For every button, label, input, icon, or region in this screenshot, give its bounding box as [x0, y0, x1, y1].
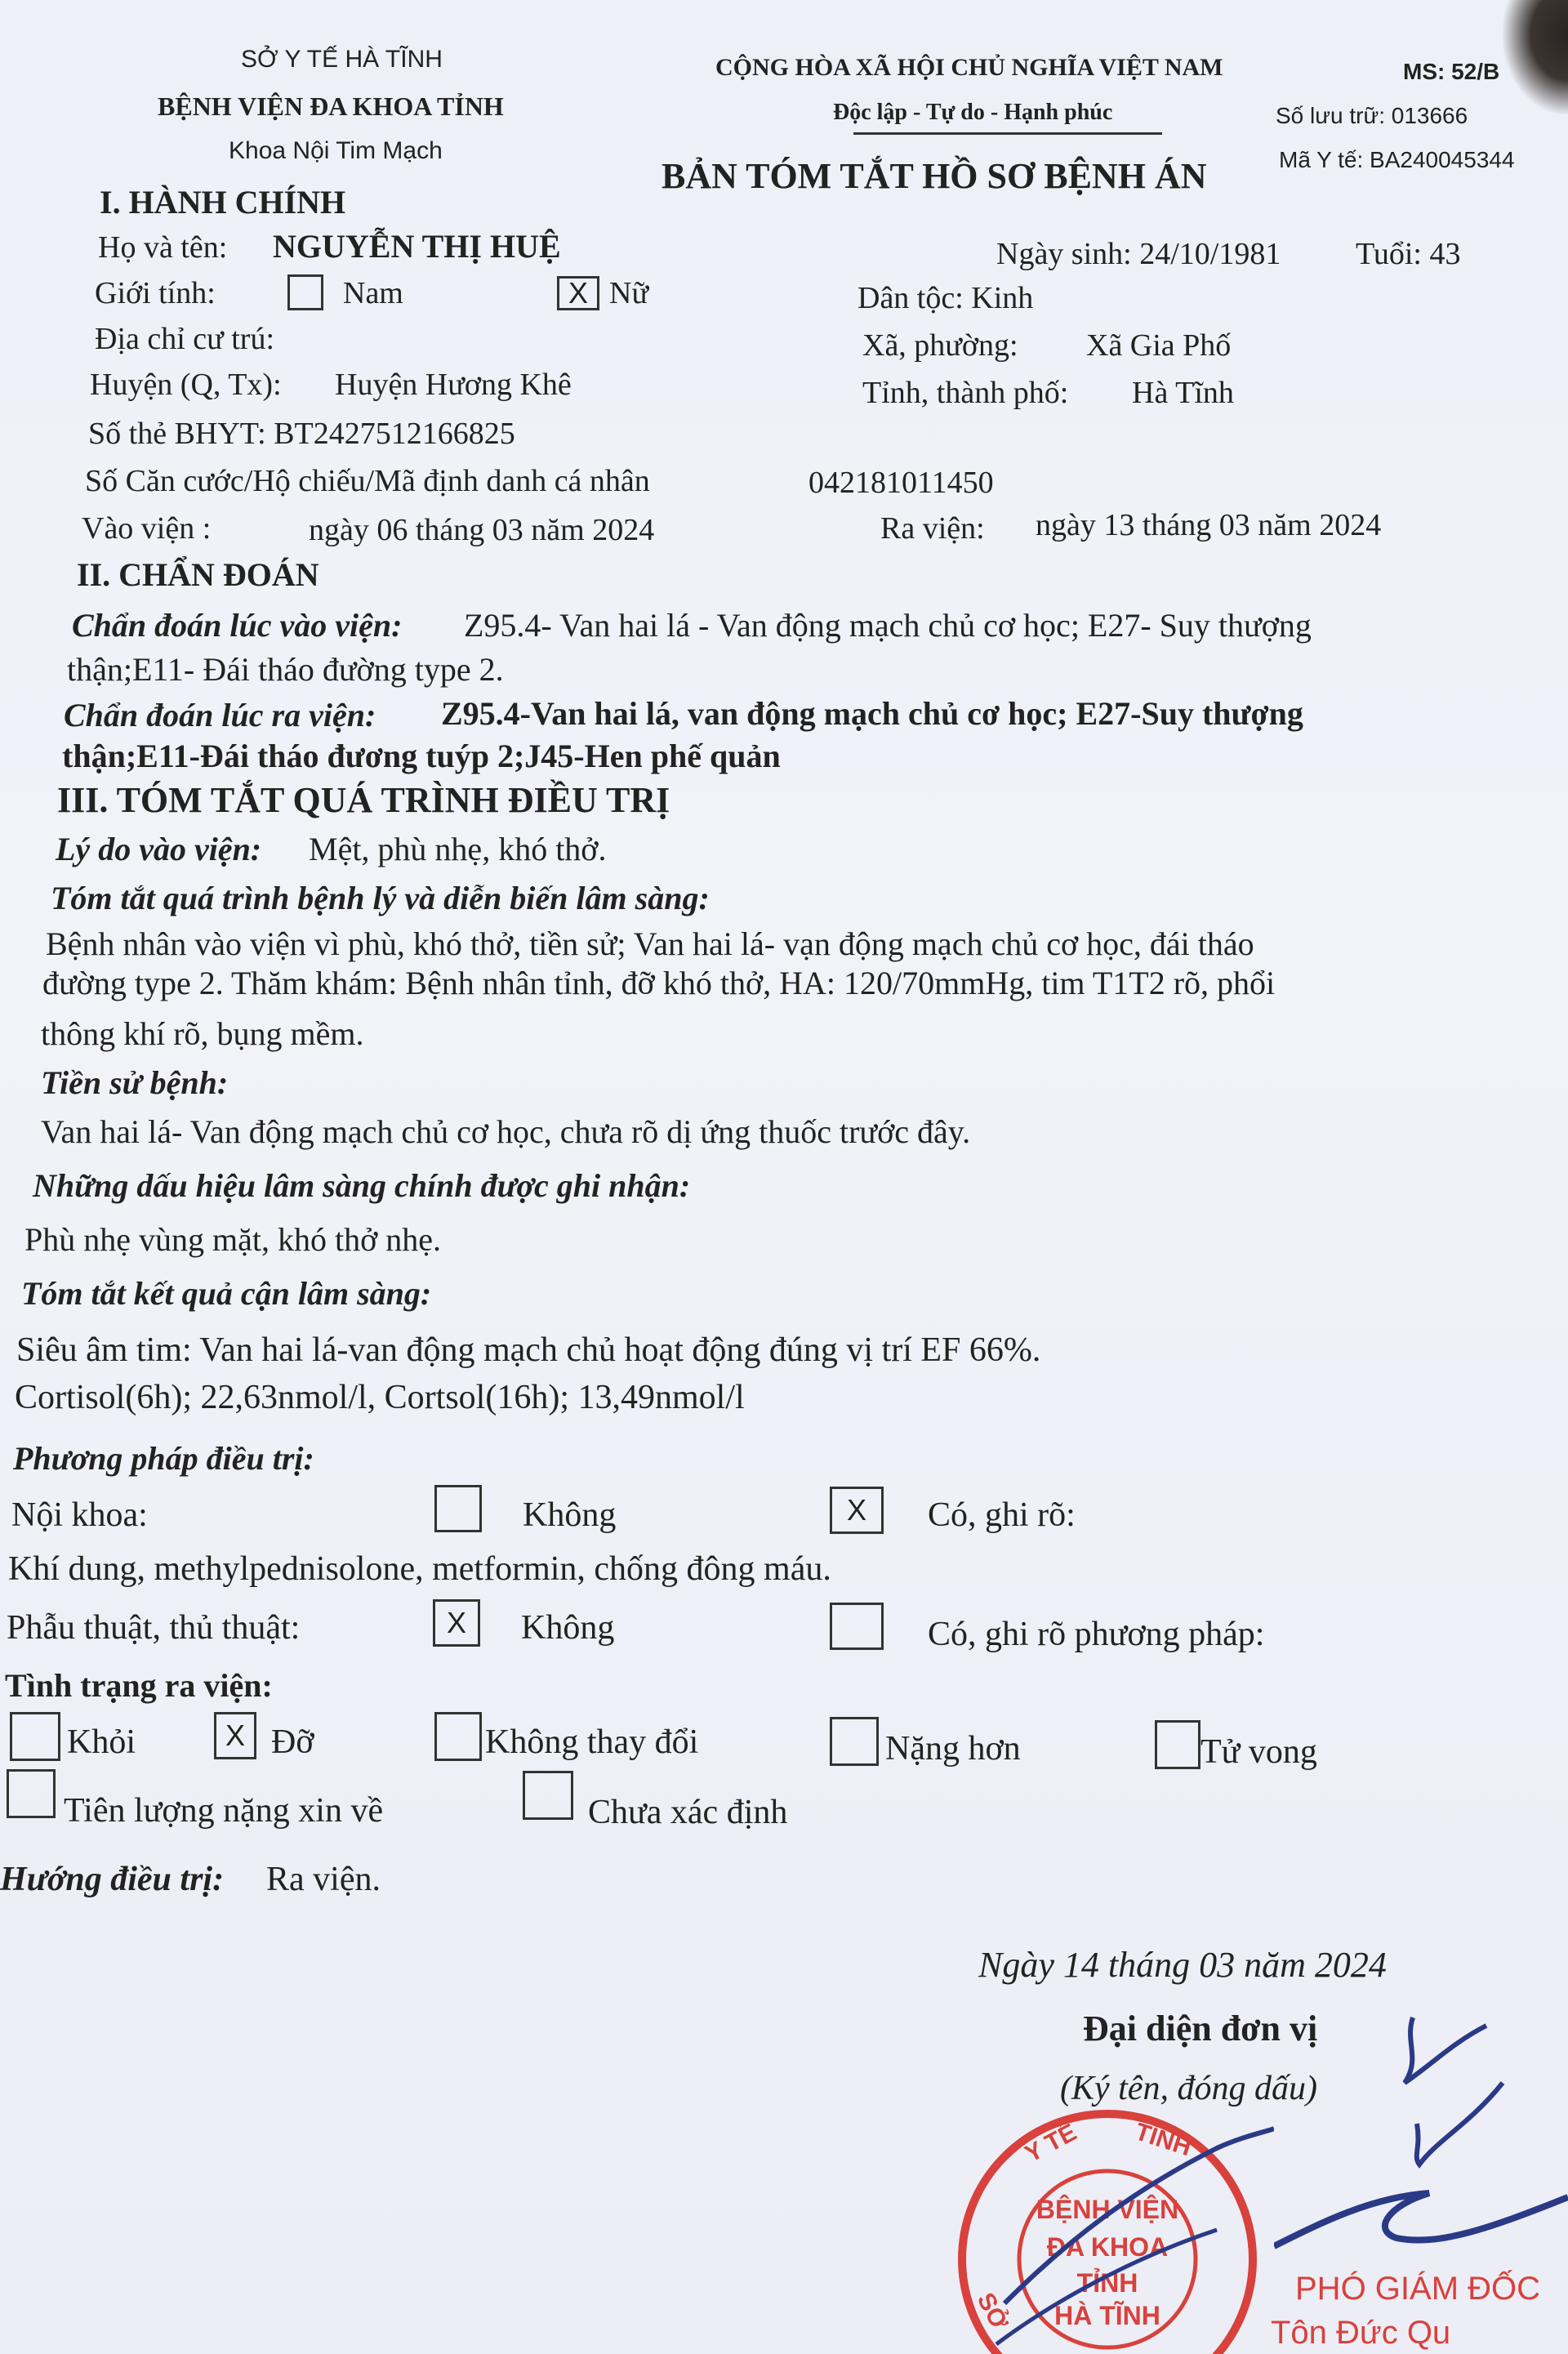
ward-label: Xã, phường:	[862, 328, 1018, 363]
admission-label: Vào viện :	[82, 511, 212, 546]
status-prognosis-label: Tiên lượng nặng xin về	[64, 1792, 384, 1830]
ward-value: Xã Gia Phố	[1086, 328, 1232, 363]
status-improved-checkbox[interactable]: X	[214, 1712, 256, 1759]
province-label: Tỉnh, thành phố:	[862, 376, 1069, 410]
status-undetermined-label: Chưa xác định	[588, 1794, 788, 1831]
status-unchanged-checkbox[interactable]	[434, 1712, 482, 1761]
reason-label: Lý do vào viện:	[56, 831, 262, 867]
method-label: Phương pháp điều trị:	[13, 1440, 314, 1477]
section-treatment-title: III. TÓM TẮT QUÁ TRÌNH ĐIỀU TRỊ	[57, 780, 670, 820]
nation-name: CỘNG HÒA XÃ HỘI CHỦ NGHĨA VIỆT NAM	[715, 54, 1223, 81]
gender-label: Giới tính:	[95, 276, 216, 310]
department-name: Khoa Nội Tim Mạch	[229, 137, 443, 164]
discharge-diagnosis-line2: thận;E11-Đái tháo đương tuýp 2;J45-Hen phế quản	[62, 738, 781, 774]
stamp-line-3: TỈNH	[1076, 2268, 1138, 2298]
age: Tuổi: 43	[1356, 237, 1461, 271]
surgery-no-checkbox[interactable]: X	[433, 1599, 480, 1647]
course-line3: thông khí rõ, bụng mềm.	[41, 1015, 364, 1052]
status-deceased-checkbox[interactable]	[1155, 1720, 1200, 1769]
discharge-status-label: Tình trạng ra viện:	[5, 1667, 273, 1704]
reason-value: Mệt, phù nhẹ, khó thở.	[309, 831, 607, 867]
status-unchanged-label: Không thay đổi	[485, 1723, 699, 1761]
gender-female-checkbox[interactable]: X	[557, 276, 599, 310]
admit-diagnosis-label: Chẩn đoán lúc vào viện:	[72, 607, 403, 644]
discharge-label: Ra viện:	[880, 511, 985, 546]
stamp-line-4: HÀ TĨNH	[1054, 2301, 1160, 2330]
admit-diagnosis-line2: thận;E11- Đái tháo đường type 2.	[67, 651, 504, 688]
status-worse-checkbox[interactable]	[830, 1717, 879, 1766]
insurance-number: Số thẻ BHYT: BT2427512166825	[88, 417, 515, 451]
stamp-line-1: BỆNH VIỆN	[1036, 2195, 1179, 2224]
motto-underline	[853, 132, 1162, 135]
section-admin-title: I. HÀNH CHÍNH	[100, 184, 346, 221]
admit-diagnosis-line1: Z95.4- Van hai lá - Van động mạch chủ cơ học; E27- Suy thượng	[464, 607, 1312, 644]
history-value: Van hai lá- Van động mạch chủ cơ học, chưa rõ dị ứng thuốc trước đây.	[41, 1113, 971, 1150]
stamp-top-text-right: TỈNH	[1131, 2118, 1195, 2162]
surgery-no-label: Không	[521, 1609, 615, 1647]
surgery-label: Phẫu thuật, thủ thuật:	[7, 1609, 301, 1647]
status-worse-label: Nặng hơn	[885, 1730, 1021, 1768]
representative-label: Đại diện đơn vị	[1083, 2008, 1318, 2049]
history-label: Tiền sử bệnh:	[41, 1064, 229, 1101]
status-undetermined-checkbox[interactable]	[523, 1771, 573, 1820]
course-line2: đường type 2. Thăm khám: Bệnh nhân tỉnh, đỡ khó thở, HA: 120/70mmHg, tim T1T2 rõ, phổi	[42, 965, 1276, 1001]
course-label: Tóm tắt quá trình bệnh lý và diễn biến lâm sàng:	[51, 880, 710, 916]
internal-label: Nội khoa:	[11, 1496, 148, 1534]
admission-date: ngày 06 tháng 03 năm 2024	[309, 513, 655, 547]
signer-title: PHÓ GIÁM ĐỐC	[1295, 2271, 1541, 2307]
signs-label: Những dấu hiệu lâm sàng chính được ghi nhận:	[33, 1167, 691, 1204]
discharge-diagnosis-line1: Z95.4-Van hai lá, van động mạch chủ cơ học; E27-Suy thượng	[441, 695, 1303, 732]
lab-label: Tóm tắt kết quả cận lâm sàng:	[21, 1275, 432, 1312]
internal-yes-checkbox[interactable]: X	[830, 1487, 884, 1534]
district-value: Huyện Hương Khê	[335, 368, 572, 402]
ministry-name: SỞ Y TẾ HÀ TĨNH	[241, 46, 443, 73]
id-label: Số Căn cước/Hộ chiếu/Mã định danh cá nhân	[85, 464, 650, 498]
surgery-yes-label: Có, ghi rõ phương pháp:	[928, 1616, 1265, 1653]
archive-number: Số lưu trữ: 013666	[1276, 103, 1468, 128]
sign-note: (Ký tên, đóng dấu)	[1060, 2070, 1317, 2107]
stamp-line-2: ĐA KHOA	[1046, 2232, 1169, 2262]
discharge-date: ngày 13 tháng 03 năm 2024	[1036, 508, 1382, 542]
patient-name: NGUYỄN THỊ HUỆ	[273, 228, 561, 265]
signer-name: Tôn Đức Qu	[1271, 2315, 1451, 2351]
status-cured-checkbox[interactable]	[10, 1712, 60, 1761]
internal-detail: Khí dung, methylpednisolone, metformin, chống đông máu.	[8, 1550, 831, 1588]
direction-value: Ra viện.	[266, 1861, 381, 1898]
medical-code: Mã Y tế: BA240045344	[1279, 147, 1515, 172]
gender-male-checkbox[interactable]	[287, 274, 323, 310]
status-prognosis-checkbox[interactable]	[7, 1769, 56, 1818]
status-deceased-label: Tử vong	[1200, 1733, 1317, 1771]
province-value: Hà Tĩnh	[1132, 376, 1234, 410]
section-diagnosis-title: II. CHẨN ĐOÁN	[77, 556, 319, 593]
name-label: Họ và tên:	[98, 230, 228, 265]
finger-shadow	[1503, 0, 1568, 114]
discharge-diagnosis-label: Chẩn đoán lúc ra viện:	[64, 697, 376, 733]
hospital-stamp	[947, 2099, 1274, 2354]
gender-male-label: Nam	[343, 276, 403, 310]
signs-value: Phù nhẹ vùng mặt, khó thở nhẹ.	[24, 1221, 441, 1258]
ethnicity: Dân tộc: Kinh	[858, 281, 1034, 315]
status-improved-label: Đỡ	[271, 1723, 314, 1761]
gender-female-label: Nữ	[609, 276, 649, 310]
lab-line2: Cortisol(6h); 22,63nmol/l, Cortsol(16h); 13,49nmol/l	[15, 1379, 745, 1416]
hospital-name: BỆNH VIỆN ĐA KHOA TỈNH	[158, 91, 504, 121]
form-code: MS: 52/B	[1403, 59, 1500, 84]
id-number: 042181011450	[808, 466, 994, 500]
status-cured-label: Khỏi	[67, 1723, 136, 1761]
surgery-yes-checkbox[interactable]	[830, 1603, 884, 1650]
motto: Độc lập - Tự do - Hạnh phúc	[833, 100, 1113, 125]
lab-line1: Siêu âm tim: Van hai lá-van động mạch chủ hoạt động đúng vị trí EF 66%.	[16, 1331, 1041, 1369]
stamp-top-text-left: Y TẾ	[1020, 2118, 1081, 2169]
internal-yes-label: Có, ghi rõ:	[928, 1496, 1076, 1534]
address-label: Địa chỉ cư trú:	[95, 322, 275, 356]
signature-date: Ngày 14 tháng 03 năm 2024	[978, 1945, 1387, 1985]
stamp-bottom-text: SỞ	[971, 2288, 1013, 2334]
district-label: Huyện (Q, Tx):	[90, 368, 282, 402]
date-of-birth: Ngày sinh: 24/10/1981	[996, 237, 1281, 271]
document-title: BẢN TÓM TẮT HỒ SƠ BỆNH ÁN	[662, 156, 1207, 196]
direction-label: Hướng điều trị:	[0, 1861, 225, 1898]
internal-no-checkbox[interactable]	[434, 1485, 482, 1532]
course-line1: Bệnh nhân vào viện vì phù, khó thở, tiền sử; Van hai lá- vạn động mạch chủ cơ học, đái tháo	[46, 925, 1254, 962]
internal-no-label: Không	[523, 1496, 617, 1534]
